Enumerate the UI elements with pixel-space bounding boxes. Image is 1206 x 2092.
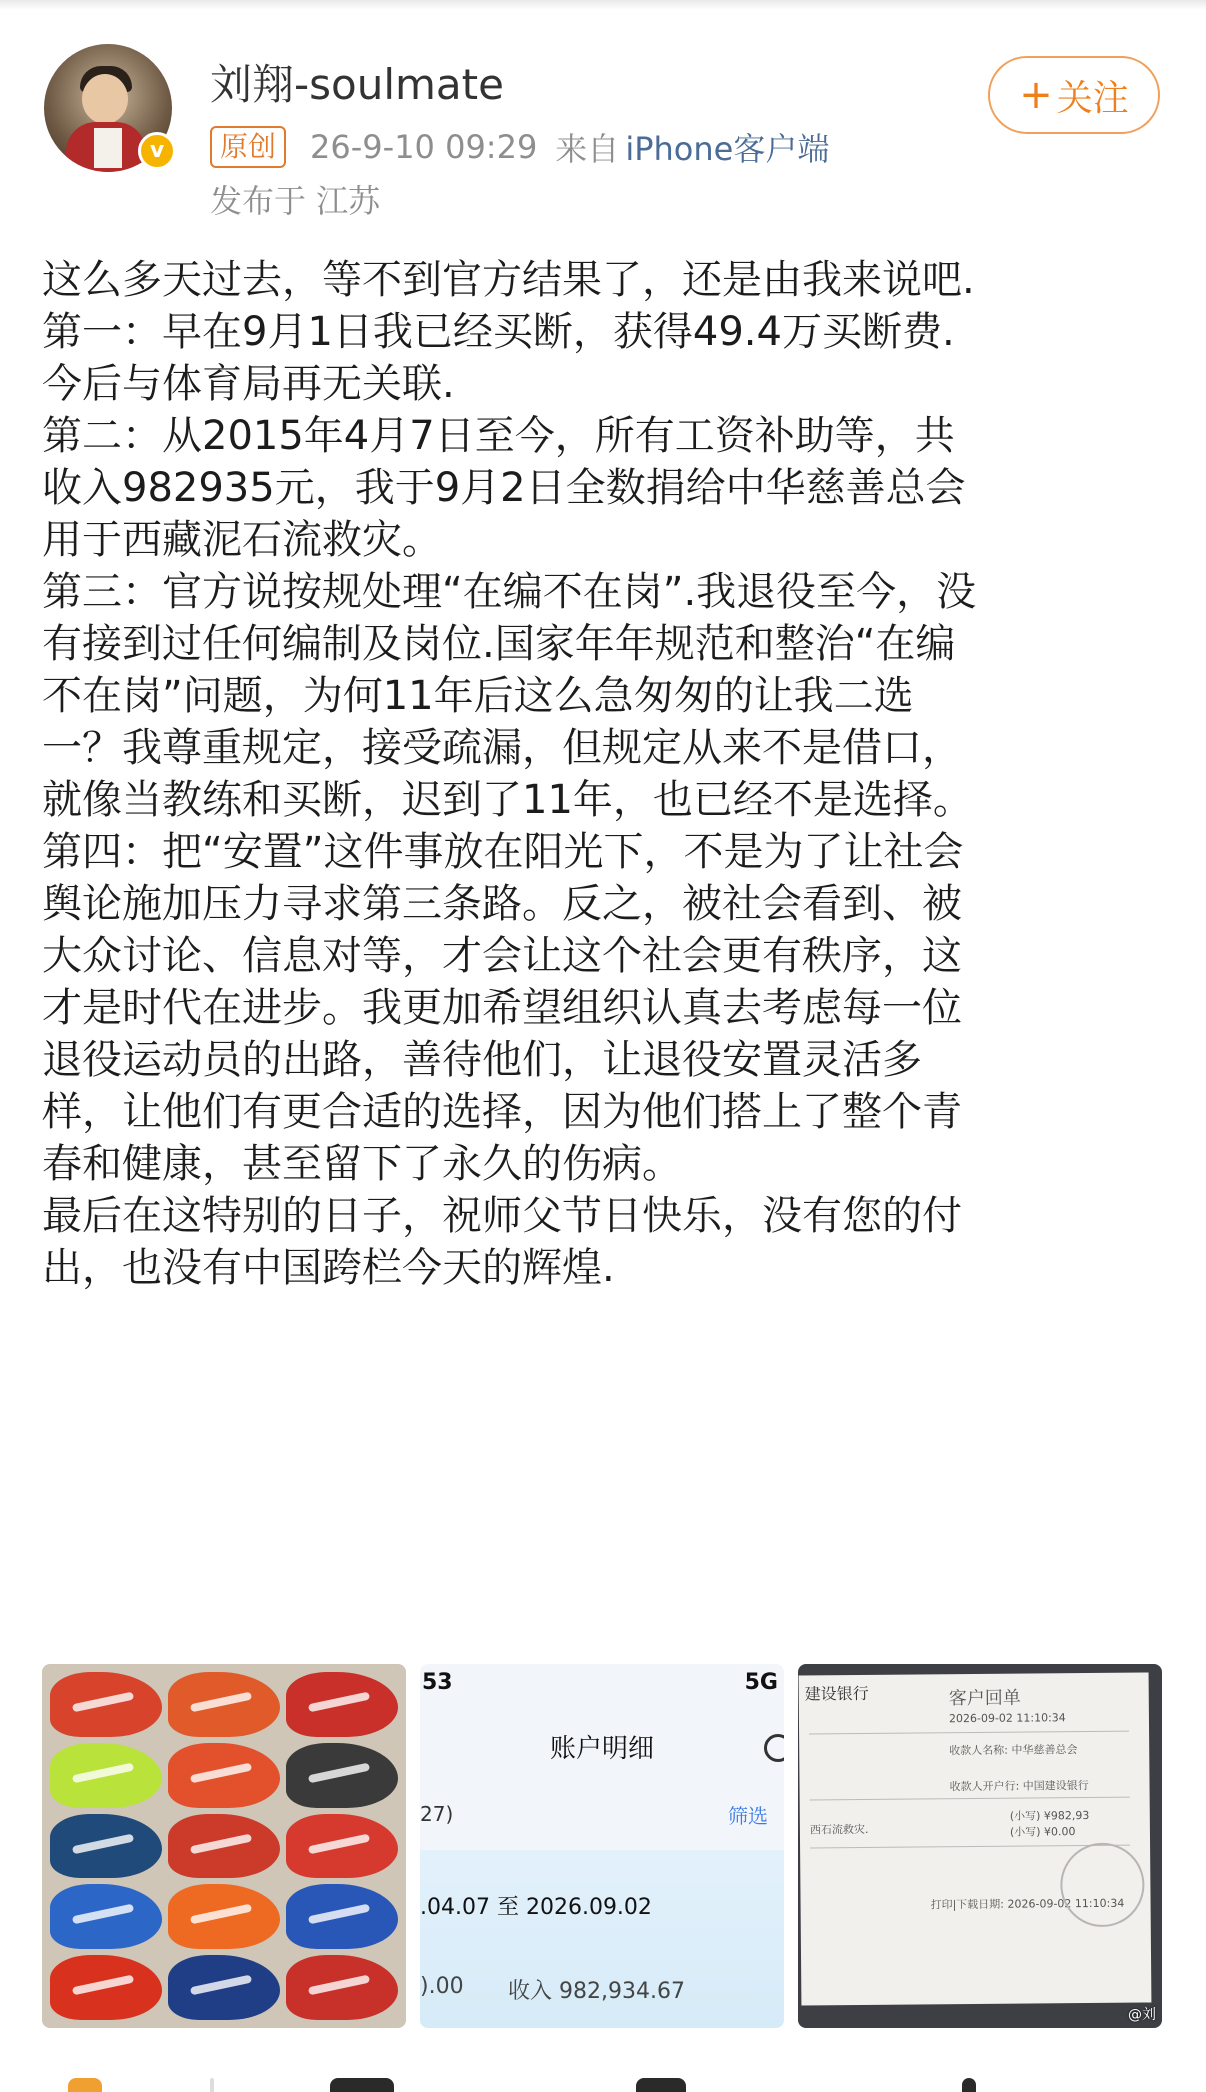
post-text-line: 第二：从2015年4月7日至今，所有工资补助等，共 [42,413,955,459]
spike-shoe [286,1955,398,2020]
spike-shoe [50,1814,162,1879]
receipt-branch: 收款人开户行: 中国建设银行 [949,1779,1089,1794]
receipt-rule [810,1797,1130,1801]
post-location: 发布于 江苏 [210,182,381,220]
post-text-line: 退役运动员的出路，善待他们，让退役安置灵活多 [42,1037,922,1083]
receipt-footer: 打印|下载日期: 2026-09-02 11:10:34 [930,1896,1125,1912]
receipt-purpose: 西石流救灾. [809,1822,869,1837]
post-text-line: 舆论施加压力寻求第三条路。反之，被社会看到、被 [42,881,962,927]
receipt-payee: 收款人名称: 中华慈善总会 [949,1743,1078,1758]
image-watermark: @刘 [1128,2007,1156,2023]
post-text-line: 用于西藏泥石流救灾。 [42,517,442,563]
status-signal: 5G [744,1670,778,1695]
image-bank-receipt[interactable] [798,1664,1162,2028]
source-prefix: 来自 [555,130,620,168]
post-text-line: 第三：官方说按规处理“在编不在岗”.我退役至今，没 [42,569,977,615]
user-name[interactable]: 刘翔-soulmate [210,60,504,109]
spike-shoe [50,1884,162,1949]
refresh-icon [764,1734,784,1762]
post-text-line: 第一：早在9月1日我已经买断，获得49.4万买断费. [42,309,955,355]
receipt-rule [809,1731,1129,1735]
spike-shoe [286,1672,398,1737]
spike-shoe [50,1955,162,2020]
comment-icon[interactable] [330,2078,394,2092]
receipt-amount: (小写) ¥982,93 [1009,1809,1090,1823]
statement-filter: 筛选 [728,1804,768,1828]
post-text-line: 收入982935元，我于9月2日全数捐给中华慈善总会 [42,465,966,511]
like-icon[interactable] [636,2078,686,2092]
post-timestamp: 26-9-10 09:29 [310,128,538,166]
spike-shoe [286,1814,398,1879]
spike-shoe [286,1743,398,1808]
spike-shoe [50,1672,162,1737]
post-text-line: 才是时代在进步。我更加希望组织认真去考虑每一位 [42,985,962,1031]
spike-shoe [168,1955,280,2020]
spike-shoe [168,1884,280,1949]
receipt-amount-zero: (小写) ¥0.00 [1009,1825,1076,1839]
post-text-line: 有接到过任何编制及岗位.国家年年规范和整治“在编 [42,621,956,667]
post-body [42,254,1172,1294]
receipt-title: 客户回单 [948,1687,1021,1710]
receipt-stamp [1060,1843,1145,1928]
status-time: 53 [422,1670,453,1695]
spike-shoe [50,1743,162,1808]
plus-icon: + [1019,72,1053,118]
post-text-line: 一？我尊重规定，接受疏漏，但规定从来不是借口， [42,725,962,771]
statement-income: 收入 982,934.67 [508,1979,685,2004]
repost-icon[interactable] [68,2078,102,2092]
avatar-cloth [94,128,122,168]
post-text-line: 今后与体育局再无关联. [42,361,455,407]
image-grid [42,1664,1164,2028]
more-icon[interactable] [962,2078,976,2092]
spike-shoe [168,1814,280,1879]
client-link[interactable]: iPhone客户端 [625,130,830,168]
follow-label: 关注 [1056,77,1129,119]
post-text-line: 春和健康，甚至留下了永久的伤病。 [42,1141,682,1187]
receipt-date: 2026-09-02 11:10:34 [948,1711,1066,1726]
top-shadow [0,0,1206,10]
bottom-action-bar [0,2048,1206,2092]
spike-shoe [168,1672,280,1737]
receipt-bank: 建设银行 [804,1683,869,1704]
spike-shoe [286,1884,398,1949]
divider [210,2078,214,2092]
post-text-line: 不在岗”问题，为何11年后这么急匆匆的让我二选 [42,673,914,719]
image-bank-statement[interactable] [420,1664,784,2028]
statement-range: .04.07 至 2026.09.02 [420,1895,652,1920]
statement-sum: ).00 [420,1974,464,1999]
image-spikes-photo[interactable] [42,1664,406,2028]
post-text-line: 样，让他们有更合适的选择，因为他们搭上了整个青 [42,1089,962,1135]
post-header [40,40,1166,230]
statement-count: 27) [420,1802,454,1826]
post-meta [210,122,829,172]
spike-shoe [168,1743,280,1808]
post-text-line: 这么多天过去，等不到官方结果了，还是由我来说吧. [42,257,975,303]
verified-v-icon: v [138,132,176,170]
receipt-paper [799,1672,1152,2005]
original-badge: 原创 [210,126,286,168]
post-text-line: 大众讨论、信息对等，才会让这个社会更有秩序，这 [42,933,962,979]
follow-button[interactable] [988,56,1160,134]
post-text-line: 出，也没有中国跨栏今天的辉煌. [42,1245,615,1291]
avatar-face [82,74,128,124]
post-text-line: 最后在这特别的日子，祝师父节日快乐，没有您的付 [42,1193,962,1239]
post-text-line: 就像当教练和买断，迟到了11年，也已经不是选择。 [42,777,973,823]
statement-title: 账户明细 [549,1734,654,1764]
post-text-line: 第四：把“安置”这件事放在阳光下，不是为了让社会 [42,829,964,875]
